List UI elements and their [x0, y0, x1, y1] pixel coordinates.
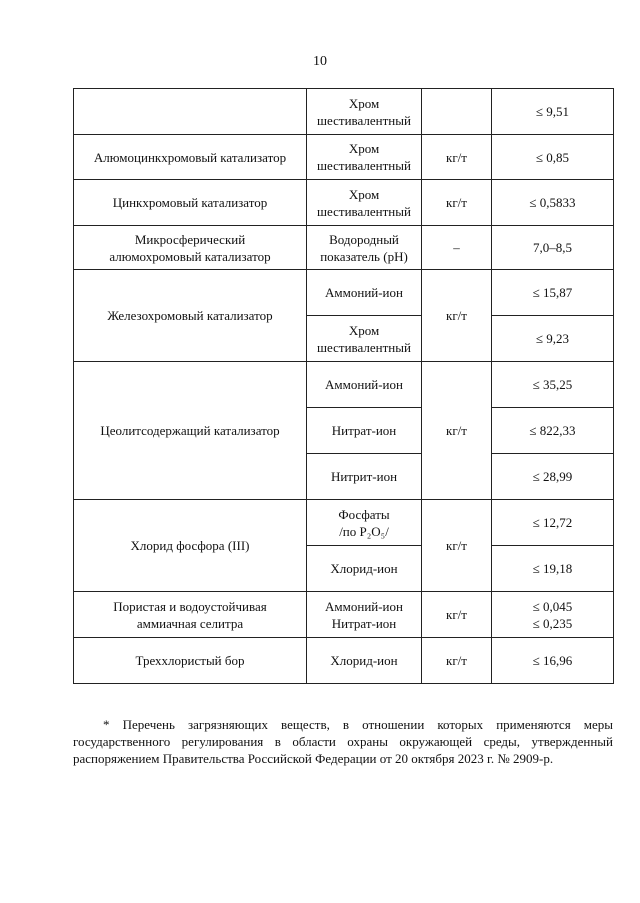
- unit-cell-line: кг/т: [446, 538, 467, 553]
- value-cell: [492, 89, 614, 135]
- indicator-cell: [307, 546, 422, 592]
- value-cell-line: ≤ 35,25: [532, 377, 573, 392]
- substance-name-cell-line: алюмохромовый катализатор: [109, 248, 271, 264]
- emissions-table: [73, 88, 614, 684]
- value-cell: [492, 135, 614, 180]
- unit-cell: [422, 592, 492, 638]
- value-cell-line: ≤ 9,51: [535, 104, 570, 119]
- indicator-cell: [307, 180, 422, 226]
- unit-cell-line: кг/т: [446, 423, 467, 438]
- value-cell-line: ≤ 28,99: [532, 469, 573, 484]
- table-row: [74, 180, 614, 226]
- page-number: 10: [313, 54, 327, 69]
- indicator-cell: [307, 135, 422, 180]
- value-cell-line: ≤ 0,5833: [529, 195, 576, 210]
- indicator-cell: [307, 454, 422, 500]
- substance-name-cell-line: Хлорид фосфора (III): [130, 538, 250, 553]
- value-cell-line: ≤ 0,235: [532, 615, 573, 631]
- substance-name-cell: [74, 180, 307, 226]
- value-cell: [492, 408, 614, 454]
- unit-cell: [422, 638, 492, 684]
- indicator-cell-line: Фосфаты: [338, 506, 390, 522]
- indicator-cell: [307, 638, 422, 684]
- substance-name-cell-line: Пористая и водоустойчивая: [113, 598, 267, 614]
- indicator-cell-line: /по P₂O₅/: [339, 523, 389, 539]
- table-row: [74, 135, 614, 180]
- substance-name-cell: [74, 226, 307, 270]
- indicator-cell-line: шестивалентный: [317, 203, 411, 219]
- substance-name-cell-line: аммиачная селитра: [136, 615, 244, 631]
- substance-name-cell-line: Цинкхромовый катализатор: [112, 195, 268, 210]
- indicator-cell-line: Хром: [348, 186, 380, 202]
- substance-name-cell-line: Треххлористый бор: [135, 653, 245, 668]
- unit-cell: [422, 89, 492, 135]
- substance-name-cell: [74, 638, 307, 684]
- table-row: [74, 270, 614, 316]
- substance-name-cell: [74, 135, 307, 180]
- value-cell-line: ≤ 822,33: [529, 423, 576, 438]
- value-cell-line: 7,0–8,5: [533, 240, 572, 255]
- value-cell-line: ≤ 0,045: [532, 598, 573, 614]
- unit-cell: [422, 135, 492, 180]
- substance-name-cell-line: Микросферический: [134, 231, 246, 247]
- indicator-cell-line: Хлорид-ион: [330, 561, 398, 576]
- indicator-cell-line: Хром: [348, 322, 380, 338]
- value-cell: [492, 638, 614, 684]
- value-cell-line: ≤ 0,85: [535, 149, 570, 165]
- value-cell: [492, 546, 614, 592]
- value-cell: [492, 362, 614, 408]
- indicator-cell: [307, 226, 422, 270]
- substance-name-cell: [74, 270, 307, 362]
- indicator-cell-line: Нитрат-ион: [331, 423, 397, 438]
- indicator-cell-line: шестивалентный: [317, 158, 411, 173]
- value-cell: [492, 592, 614, 638]
- footnote: * Перечень загрязняющих веществ, в отношении которых применяются меры государственного регулирования в области охраны окружающей среды, утвержденный распоряжением Правительства Российской Федерации от 20 октября 2023 г. № 2909-р.: [73, 717, 613, 766]
- unit-cell: [422, 270, 492, 362]
- indicator-cell: [307, 89, 422, 135]
- substance-name-cell: [74, 500, 307, 592]
- indicator-cell-line: шестивалентный: [317, 112, 411, 128]
- value-cell: [492, 180, 614, 226]
- table-row: [74, 226, 614, 270]
- unit-cell-line: кг/т: [446, 653, 467, 668]
- unit-cell: [422, 180, 492, 226]
- unit-cell-line: кг/т: [446, 149, 467, 165]
- substance-name-cell: [74, 362, 307, 500]
- indicator-cell-line: показатель (pH): [320, 248, 408, 264]
- unit-cell-line: кг/т: [446, 195, 467, 210]
- value-cell: [492, 226, 614, 270]
- indicator-cell-line: Нитрат-ион: [331, 615, 397, 631]
- table-row: [74, 500, 614, 546]
- substance-name-cell-line: Алюмоцинкхромовый катализатор: [93, 149, 287, 165]
- indicator-cell-line: Аммоний-ион: [325, 285, 403, 300]
- indicator-cell: [307, 270, 422, 316]
- value-cell: [492, 500, 614, 546]
- indicator-cell-line: Нитрит-ион: [330, 469, 398, 484]
- substance-name-cell-line: Железохромовый катализатор: [107, 308, 273, 323]
- indicator-cell-line: Хром: [348, 141, 380, 156]
- value-cell: [492, 270, 614, 316]
- indicator-cell-line: Хром: [348, 95, 380, 111]
- value-cell-line: ≤ 16,96: [532, 653, 573, 668]
- indicator-cell-line: шестивалентный: [317, 339, 411, 355]
- indicator-cell: [307, 592, 422, 638]
- table-row: [74, 362, 614, 408]
- indicator-cell-line: Аммоний-ион: [325, 377, 403, 392]
- table-row: [74, 89, 614, 135]
- table-row: [74, 638, 614, 684]
- substance-name-cell-line: Цеолитсодержащий катализатор: [100, 423, 280, 438]
- indicator-cell-line: Водородный: [329, 231, 399, 247]
- indicator-cell-line: Аммоний-ион: [325, 598, 403, 614]
- value-cell-line: ≤ 9,23: [535, 331, 570, 346]
- unit-cell: [422, 362, 492, 500]
- indicator-cell: [307, 362, 422, 408]
- value-cell-line: ≤ 15,87: [532, 285, 573, 300]
- unit-cell-line: –: [453, 240, 460, 255]
- unit-cell: [422, 226, 492, 270]
- table-row: [74, 592, 614, 638]
- indicator-cell: [307, 500, 422, 546]
- unit-cell-line: кг/т: [446, 607, 467, 622]
- indicator-cell: [307, 316, 422, 362]
- substance-name-cell: [74, 592, 307, 638]
- value-cell-line: ≤ 12,72: [532, 515, 573, 530]
- value-cell-line: ≤ 19,18: [532, 561, 573, 576]
- value-cell: [492, 454, 614, 500]
- value-cell: [492, 316, 614, 362]
- indicator-cell: [307, 408, 422, 454]
- indicator-cell-line: Хлорид-ион: [330, 653, 398, 668]
- unit-cell: [422, 500, 492, 592]
- substance-name-cell: [74, 89, 307, 135]
- unit-cell-line: кг/т: [446, 308, 467, 323]
